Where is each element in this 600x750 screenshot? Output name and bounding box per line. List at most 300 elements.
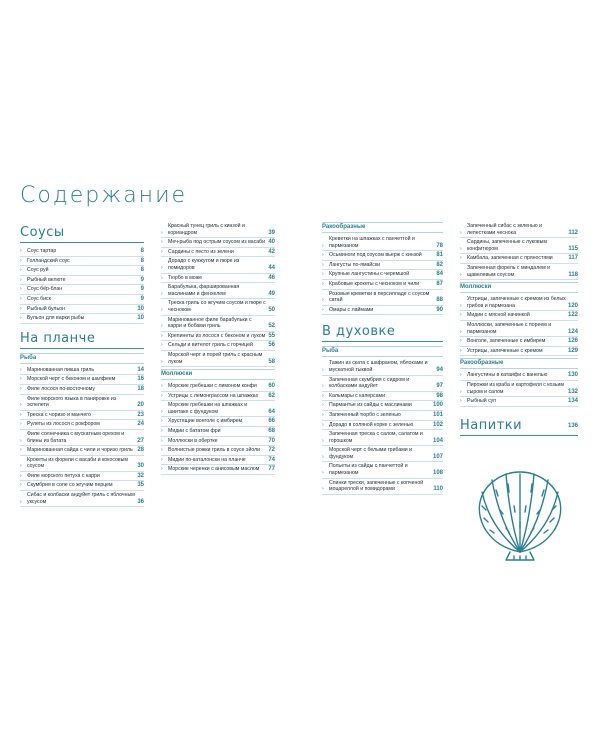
- entry-title: Барабулька, фаршированная маслинами и фенхелем: [168, 284, 240, 297]
- subsection-mollusks: Моллюски: [161, 369, 275, 380]
- entry-title: Пармантье из сайды с маслинами: [329, 402, 412, 409]
- toc-entry[interactable]: [460, 264, 578, 280]
- page-number: 98: [436, 392, 443, 399]
- toc-entry[interactable]: [460, 311, 578, 321]
- entry-title: Дорадо с кунжутом и пюре из помидоров: [168, 258, 240, 271]
- page-number: 110: [433, 486, 443, 493]
- toc-entry[interactable]: [460, 337, 578, 347]
- chevron-right-icon: ›: [322, 242, 324, 249]
- toc-entry[interactable]: [161, 257, 275, 273]
- toc-entry[interactable]: [161, 446, 275, 456]
- chevron-right-icon: ›: [20, 402, 22, 409]
- page-number: 35: [137, 482, 144, 489]
- chevron-right-icon: ›: [161, 332, 163, 339]
- entry-title: Морские гребешки с лимоном конфи: [168, 383, 257, 390]
- toc-entry[interactable]: [20, 285, 144, 295]
- page-number: 134: [567, 398, 578, 405]
- entry-title: Спинки трески, запеченные с копченой моцареллой и помидорами: [329, 479, 424, 493]
- chevron-right-icon: ›: [20, 498, 22, 505]
- toc-list-plancha-fish-cont: [161, 222, 275, 367]
- chevron-right-icon: ›: [460, 255, 462, 262]
- entry-title: Устрицы, запеченные с кремом из белых грибов и пармезана: [467, 296, 566, 309]
- page-number: 72: [268, 447, 275, 454]
- entry-title: Соус руй: [27, 267, 49, 274]
- page-number: 55: [268, 332, 275, 339]
- toc-entry[interactable]: [322, 421, 443, 431]
- entry-title: Камбала, запеченная с пряностями: [467, 255, 553, 262]
- chevron-right-icon: ›: [322, 470, 324, 477]
- entry-title: Дорадо в соляной корке с зеленью: [329, 421, 414, 428]
- chevron-right-icon: ›: [161, 456, 163, 463]
- entry-title: Маринованная сайда с чили и чоризо гриль: [27, 447, 133, 454]
- entry-title: Рулеты из лосося с рокфором: [27, 421, 100, 428]
- page-number: 9: [140, 286, 144, 293]
- toc-entry[interactable]: [322, 359, 443, 375]
- toc-list-oven-mollusks: [460, 295, 578, 356]
- entry-title: Мидии по-каталонски на планче: [168, 456, 246, 463]
- entry-title: Розовые креветки в персилладе с соусом сатай: [329, 290, 430, 304]
- subsection-crustaceans: Ракообразные: [322, 222, 443, 233]
- toc-entry[interactable]: [322, 306, 443, 316]
- chevron-right-icon: ›: [161, 290, 163, 297]
- page-number: 101: [432, 411, 443, 418]
- chevron-right-icon: ›: [460, 302, 462, 309]
- entry-title: Омары с лаймами: [329, 306, 374, 313]
- toc-entry[interactable]: [322, 411, 443, 421]
- chevron-right-icon: ›: [20, 295, 22, 302]
- entry-title: Кальмары с каперсами: [329, 392, 385, 399]
- toc-entry[interactable]: [20, 395, 144, 411]
- page-number: 130: [567, 372, 578, 379]
- chevron-right-icon: ›: [460, 328, 462, 335]
- chevron-right-icon: ›: [20, 276, 22, 283]
- toc-entry[interactable]: [20, 385, 144, 395]
- chevron-right-icon: ›: [322, 252, 324, 259]
- page-number: 23: [137, 411, 144, 418]
- toc-list-sauces: [20, 247, 144, 324]
- chevron-right-icon: ›: [20, 286, 22, 293]
- toc-entry[interactable]: [161, 332, 275, 342]
- entry-title: Голландский соус: [27, 257, 70, 264]
- toc-column-4: [460, 222, 578, 436]
- page-number: 14: [137, 366, 144, 373]
- chevron-right-icon: ›: [161, 239, 163, 246]
- page-number: 129: [567, 347, 578, 354]
- entry-title: Морские гребешки на шпажках и шиитаке с фундуком: [168, 402, 248, 415]
- chevron-right-icon: ›: [161, 229, 163, 236]
- page-number: 56: [268, 342, 275, 349]
- chevron-right-icon: ›: [460, 312, 462, 319]
- entry-title: Моллюски, запеченные с пореем и пармезаном: [467, 321, 552, 335]
- toc-entry[interactable]: [460, 347, 578, 357]
- page-number: 46: [268, 274, 275, 281]
- toc-entry[interactable]: [322, 235, 443, 251]
- chevron-right-icon: ›: [161, 248, 163, 255]
- entry-title: Морской черт с беконом и шалфеем: [27, 376, 116, 383]
- toc-entry[interactable]: [20, 446, 144, 456]
- chevron-right-icon: ›: [20, 447, 22, 454]
- page-number: 28: [137, 447, 144, 454]
- page-number: 9: [140, 276, 144, 283]
- toc-entry[interactable]: [161, 222, 275, 238]
- entry-title: Красный тунец гриль с кинзой и кориандром: [168, 223, 245, 236]
- entry-title: Запеченная скумбрия с сидром и колбасками андуйет: [329, 376, 410, 390]
- page-number: 87: [436, 280, 443, 287]
- page-number: 122: [567, 312, 578, 319]
- entry-title: Крупные лангустины с черемшой: [329, 271, 410, 278]
- page-number: 77: [268, 466, 275, 473]
- page-number: 124: [567, 328, 578, 335]
- page-number: 27: [137, 437, 144, 444]
- toc-list-oven-crustaceans: [460, 371, 578, 406]
- drinks-entry[interactable]: [460, 419, 578, 436]
- page-number: 40: [268, 239, 275, 246]
- entry-title: Пирожки из краба и картофеля с козьим сыром и салом: [467, 381, 564, 395]
- entry-title: Тюрбо в може: [168, 274, 202, 281]
- chevron-right-icon: ›: [20, 376, 22, 383]
- entry-title: Тажин из ската с шафраном, яблоками и мускатной тыквой: [329, 360, 428, 373]
- chevron-right-icon: ›: [322, 453, 324, 460]
- toc-entry[interactable]: [460, 295, 578, 311]
- entry-title: Маринованная пикша гриль: [27, 366, 95, 373]
- entry-title: Маринованное филе барабульки с карри и бобами гриль: [168, 316, 252, 330]
- entry-title: Филе морского петуха с карри: [27, 472, 100, 479]
- entry-title: Мидии с бататом фри: [168, 428, 221, 435]
- entry-title: Крепинеты из лосося с беконом и луком: [168, 332, 266, 339]
- toc-entry[interactable]: [322, 251, 443, 261]
- page-number: 90: [436, 306, 443, 313]
- chevron-right-icon: ›: [460, 338, 462, 345]
- chevron-right-icon: ›: [20, 482, 22, 489]
- page-number: 36: [137, 498, 144, 505]
- page-number: 104: [432, 437, 443, 444]
- page-number: 84: [436, 271, 443, 278]
- entry-title: Меч-рыба под острым соусом из васаби: [168, 239, 266, 246]
- chevron-right-icon: ›: [322, 486, 324, 493]
- entry-title: Сельди и вителот гриль с горчицей: [168, 342, 253, 349]
- page-number: 52: [268, 323, 275, 330]
- entry-title: Устрицы с лемонграссом на шпажках: [168, 392, 259, 399]
- chevron-right-icon: ›: [460, 388, 462, 395]
- subsection-fish: Рыба: [20, 353, 144, 364]
- toc-entry[interactable]: [161, 456, 275, 466]
- chevron-right-icon: ›: [322, 411, 324, 418]
- toc-entry[interactable]: [322, 280, 443, 290]
- page-number: 24: [137, 421, 144, 428]
- entry-title: Осьминоги под соусом вьерж с кинзой: [329, 252, 422, 259]
- page-number: 10: [137, 305, 144, 312]
- toc-entry[interactable]: [460, 254, 578, 264]
- toc-entry[interactable]: [161, 248, 275, 258]
- chevron-right-icon: ›: [20, 411, 22, 418]
- page-number: 107: [432, 453, 443, 460]
- chevron-right-icon: ›: [20, 385, 22, 392]
- entry-title: Треска с чоризо и манчего: [27, 411, 91, 418]
- toc-list-oven-fish-cont: [460, 222, 578, 280]
- toc-entry[interactable]: [20, 491, 144, 507]
- toc-entry[interactable]: [20, 247, 144, 257]
- chevron-right-icon: ›: [161, 306, 163, 313]
- entry-title: Мидии с мясной начинкой: [467, 312, 530, 319]
- page-number: 44: [268, 264, 275, 271]
- page-number: 68: [268, 428, 275, 435]
- toc-entry[interactable]: [322, 446, 443, 462]
- chevron-right-icon: ›: [20, 257, 22, 264]
- toc-list-plancha-crustaceans: [322, 235, 443, 315]
- entry-title: Морской черт и порей гриль с красным луком: [168, 351, 263, 365]
- entry-title: Морской черт с белыми грибами и фундуком: [329, 447, 413, 460]
- page-title: Содержание: [20, 183, 188, 208]
- toc-entry[interactable]: [161, 351, 275, 367]
- page-number: 81: [436, 252, 443, 259]
- page-number: 64: [268, 408, 275, 415]
- toc-entry[interactable]: [20, 305, 144, 315]
- chevron-right-icon: ›: [460, 372, 462, 379]
- entry-title: Моллюски в обертке: [168, 437, 218, 444]
- page-number: 115: [568, 245, 578, 252]
- chevron-right-icon: ›: [20, 421, 22, 428]
- chevron-right-icon: ›: [161, 383, 163, 390]
- entry-title: Запеченный тюрбо с зеленью: [329, 411, 401, 418]
- chevron-right-icon: ›: [161, 358, 163, 365]
- toc-entry[interactable]: [322, 376, 443, 392]
- page-number: 120: [567, 302, 578, 309]
- page-number: 8: [140, 257, 144, 264]
- entry-title: Морские черенки с анисовым маслом: [168, 466, 260, 473]
- entry-title: Сардины с песто из зелени: [168, 248, 234, 255]
- page-number: 70: [268, 437, 275, 444]
- page-number: 60: [268, 383, 275, 390]
- chevron-right-icon: ›: [161, 437, 163, 444]
- toc-entry[interactable]: [161, 382, 275, 392]
- toc-entry[interactable]: [322, 290, 443, 306]
- chevron-right-icon: ›: [161, 264, 163, 271]
- toc-column-1: [20, 222, 144, 507]
- chevron-right-icon: ›: [322, 306, 324, 313]
- chevron-right-icon: ›: [322, 297, 324, 304]
- page-number: 32: [137, 472, 144, 479]
- entry-title: Запеченная форель с миндалем и щавелевым соусом: [467, 264, 551, 278]
- entry-title: Сардины, запеченные с луковым конфитюром: [467, 239, 547, 252]
- page-number: 8: [140, 267, 144, 274]
- toc-column-2: [161, 222, 275, 475]
- page-number: 117: [568, 255, 578, 262]
- page-number: 74: [268, 456, 275, 463]
- chevron-right-icon: ›: [20, 472, 22, 479]
- toc-entry[interactable]: [20, 257, 144, 267]
- toc-entry[interactable]: [322, 479, 443, 495]
- page-number: 62: [268, 392, 275, 399]
- toc-entry[interactable]: [161, 299, 275, 315]
- page-number: 118: [568, 271, 578, 278]
- chevron-right-icon: ›: [20, 463, 22, 470]
- scallop-shell-illustration: [470, 466, 570, 564]
- toc-column-3: [322, 222, 443, 495]
- toc-entry[interactable]: [322, 462, 443, 478]
- page-number: 78: [436, 242, 443, 249]
- entry-title: Запеченная треска с салом, салатом и горошком: [329, 431, 423, 444]
- toc-entry[interactable]: [20, 430, 144, 446]
- toc-entry[interactable]: [161, 465, 275, 475]
- page-number: 102: [432, 421, 443, 428]
- section-heading-oven: В духовке: [322, 325, 443, 342]
- toc-entry[interactable]: [161, 341, 275, 351]
- page-number: 30: [137, 463, 144, 470]
- toc-entry[interactable]: [161, 401, 275, 417]
- entry-title: Сибас и колбаски андуйет гриль с яблочным уксусом: [27, 492, 135, 505]
- chevron-right-icon: ›: [322, 271, 324, 278]
- page-number: 42: [268, 248, 275, 255]
- entry-title: Волнистые рожки гриль в соусе эйоли: [168, 447, 261, 454]
- chevron-right-icon: ›: [322, 366, 324, 373]
- entry-title: Польеты из сайды с панчеттой и пармезаном: [329, 463, 408, 477]
- chevron-right-icon: ›: [322, 392, 324, 399]
- toc-entry[interactable]: [20, 411, 144, 421]
- entry-title: Соус бёр-блан: [27, 286, 63, 293]
- entry-title: Лангустины в катаифи с ванелью: [467, 372, 548, 379]
- page-number: 10: [137, 315, 144, 322]
- chevron-right-icon: ›: [161, 274, 163, 281]
- page-number: 97: [436, 383, 443, 390]
- section-heading-sauces: Соусы: [20, 226, 144, 243]
- toc-entry[interactable]: [161, 238, 275, 248]
- toc-entry[interactable]: [322, 270, 443, 280]
- toc-entry[interactable]: [20, 472, 144, 482]
- page-number: 18: [137, 385, 144, 392]
- page-number: 136: [567, 422, 578, 429]
- subsection-oven-mollusks: Моллюски: [460, 282, 578, 293]
- toc-entry[interactable]: [161, 392, 275, 402]
- chevron-right-icon: ›: [460, 245, 462, 252]
- chevron-right-icon: ›: [20, 267, 22, 274]
- toc-entry[interactable]: [20, 295, 144, 305]
- chevron-right-icon: ›: [460, 398, 462, 405]
- toc-entry[interactable]: [161, 316, 275, 332]
- entry-title: Вонголе, запеченные с имбирем: [467, 338, 546, 345]
- page-number: 82: [436, 261, 443, 268]
- chevron-right-icon: ›: [161, 428, 163, 435]
- toc-entry[interactable]: [20, 456, 144, 472]
- chevron-right-icon: ›: [161, 466, 163, 473]
- toc-entry[interactable]: [20, 481, 144, 491]
- chevron-right-icon: ›: [20, 366, 22, 373]
- entry-title: Филе солнечника с мускатным орехом и блины из батата: [27, 430, 125, 444]
- entry-title: Филе лосося по-восточному: [27, 385, 95, 392]
- page-number: 132: [567, 388, 578, 395]
- toc-entry[interactable]: [322, 392, 443, 402]
- page-number: 112: [568, 229, 578, 236]
- page-number: 39: [268, 229, 275, 236]
- entry-title: Запеченный сибас с зеленью и лепестками чеснока: [467, 223, 542, 236]
- chevron-right-icon: ›: [161, 392, 163, 399]
- subsection-oven-crustaceans: Ракообразные: [460, 358, 578, 369]
- page-number: 49: [268, 290, 275, 297]
- toc-entry[interactable]: [20, 314, 144, 324]
- entry-title: Рыбный бульон: [27, 305, 65, 312]
- chevron-right-icon: ›: [20, 437, 22, 444]
- page-number: 88: [436, 297, 443, 304]
- entry-title: Бульон для варки рыбы: [27, 315, 85, 322]
- chevron-right-icon: ›: [460, 271, 462, 278]
- toc-entry[interactable]: [322, 430, 443, 446]
- chevron-right-icon: ›: [460, 347, 462, 354]
- entry-title: Устрицы, запеченные с кремом: [467, 347, 543, 354]
- toc-entry[interactable]: [322, 401, 443, 411]
- chevron-right-icon: ›: [322, 280, 324, 287]
- entry-title: Рыбный суп: [467, 398, 497, 405]
- page-number: 100: [432, 402, 443, 409]
- toc-list-oven-fish: [322, 359, 443, 495]
- toc-list-plancha-fish: [20, 366, 144, 508]
- page-number: 66: [268, 418, 275, 425]
- entry-title: Креветки на шпажках с панчеттой и пармезаном: [329, 236, 415, 249]
- toc-entry[interactable]: [460, 222, 578, 238]
- chevron-right-icon: ›: [460, 229, 462, 236]
- toc-list-plancha-mollusks: [161, 382, 275, 475]
- chevron-right-icon: ›: [161, 418, 163, 425]
- chevron-right-icon: ›: [161, 342, 163, 349]
- entry-title: Хрустящие вонголе с имбирем: [168, 418, 243, 425]
- chevron-right-icon: ›: [322, 402, 324, 409]
- toc-entry[interactable]: [460, 321, 578, 337]
- chevron-right-icon: ›: [322, 383, 324, 390]
- chevron-right-icon: ›: [20, 248, 22, 254]
- toc-entry[interactable]: [460, 238, 578, 254]
- toc-entry[interactable]: [161, 283, 275, 299]
- toc-entry[interactable]: [322, 261, 443, 271]
- toc-entry[interactable]: [20, 276, 144, 286]
- page-number: 20: [137, 402, 144, 409]
- toc-entry[interactable]: [20, 420, 144, 430]
- page-number: 108: [432, 470, 443, 477]
- toc-entry[interactable]: [460, 397, 578, 407]
- toc-entry[interactable]: [460, 381, 578, 397]
- toc-entry[interactable]: [20, 366, 144, 376]
- page-number: 16: [137, 376, 144, 383]
- chevron-right-icon: ›: [322, 261, 324, 268]
- page-number: 50: [268, 306, 275, 313]
- page-number: 8: [140, 248, 144, 254]
- entry-title: Филе морского языка в панировке из эспелети: [27, 395, 117, 409]
- page-number: 94: [436, 366, 443, 373]
- chevron-right-icon: ›: [161, 447, 163, 454]
- toc-entry[interactable]: [20, 266, 144, 276]
- chevron-right-icon: ›: [20, 315, 22, 322]
- subsection-oven-fish: Рыба: [322, 346, 443, 357]
- entry-title: Соус биск: [27, 295, 51, 302]
- chevron-right-icon: ›: [161, 408, 163, 415]
- page-number: 58: [268, 358, 275, 365]
- toc-entry[interactable]: [161, 417, 275, 427]
- entry-title: Рыбный велюте: [27, 276, 66, 283]
- chevron-right-icon: ›: [322, 437, 324, 444]
- entry-title: Крабовые крокеты с чесноком и чили: [329, 280, 420, 287]
- section-heading-drinks: Напитки: [460, 417, 523, 433]
- toc-entry[interactable]: [20, 375, 144, 385]
- entry-title: Треска гриль со жгучим соусом и пюре с чесноком: [168, 300, 266, 313]
- section-heading-plancha: На планче: [20, 332, 144, 349]
- page-number: 9: [140, 295, 144, 302]
- chevron-right-icon: ›: [322, 421, 324, 428]
- toc-entry[interactable]: [161, 274, 275, 284]
- toc-entry[interactable]: [460, 371, 578, 381]
- page-number: 126: [567, 338, 578, 345]
- chevron-right-icon: ›: [161, 323, 163, 330]
- entry-title: Соус тартар: [27, 248, 57, 254]
- toc-entry[interactable]: [161, 437, 275, 447]
- toc-entry[interactable]: [161, 427, 275, 437]
- entry-title: Лангусты по-ямайски: [329, 261, 381, 268]
